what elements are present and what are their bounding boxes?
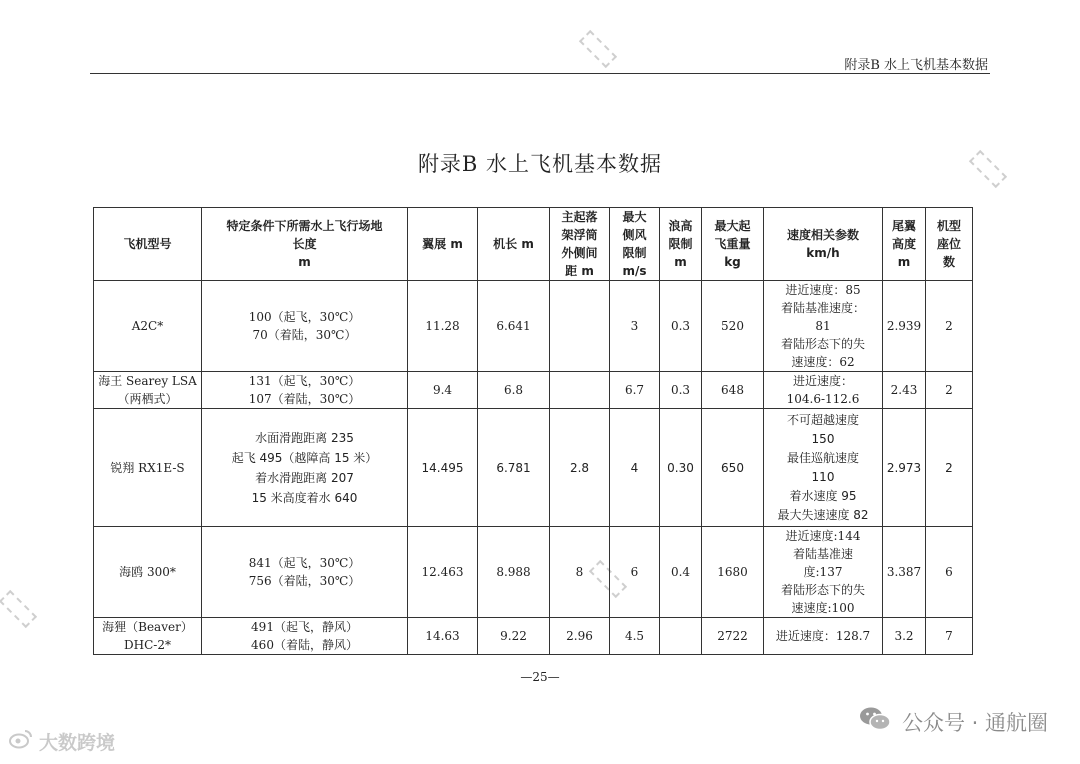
cell-mtow: 520 [702,281,764,372]
cell-wingspan: 14.495 [408,409,478,527]
cell-speed: 不可超越速度 150 最佳巡航速度 110 着水速度 95 最大失速速度 82 [764,409,883,527]
aircraft-data-table [93,207,973,655]
table-row [94,618,973,655]
cell-speed: 进近速度：85 着陆基准速度： 81 着陆形态下的失 速速度：62 [764,281,883,372]
cell-seats: 2 [926,409,973,527]
cell-crosswind: 3 [610,281,660,372]
table-row [94,527,973,618]
cell-tail-height: 2.939 [883,281,926,372]
watermark-right-text: 公众号 · 通航圈 [901,710,1048,735]
cell-seats: 7 [926,618,973,655]
cell-wave-height [660,618,702,655]
wechat-icon [858,705,892,738]
cell-model: 海王 Searey LSA （两栖式） [94,372,202,409]
cell-field-length: 水面滑跑距离 235 起飞 495（越障高 15 米） 着水滑跑距离 207 15 米高度着水 640 [202,409,408,527]
cell-speed: 进近速度:144 着陆基准速 度:137 着陆形态下的失 速速度:100 [764,527,883,618]
watermark-left [8,728,115,755]
column-header: 机型 座位 数 [926,208,973,281]
cell-wingspan: 11.28 [408,281,478,372]
cell-tail-height: 2.43 [883,372,926,409]
running-head: 附录B 水上飞机基本数据 [844,58,988,73]
cell-length: 6.8 [478,372,550,409]
cell-tail-height: 3.2 [883,618,926,655]
column-header: 主起落 架浮筒 外侧间 距 m [550,208,610,281]
cell-field-length: 491（起飞，静风） 460（着陆，静风） [202,618,408,655]
column-header: 翼展 m [408,208,478,281]
cell-wave-height: 0.30 [660,409,702,527]
column-header: 速度相关参数 km/h [764,208,883,281]
column-header: 浪高 限制 m [660,208,702,281]
cell-float-spacing: 8 [550,527,610,618]
cell-field-length: 100（起飞，30℃） 70（着陆，30℃） [202,281,408,372]
column-header: 尾翼 高度 m [883,208,926,281]
page-title: 附录B 水上飞机基本数据 [417,152,663,176]
cell-crosswind: 4.5 [610,618,660,655]
column-header: 最大 侧风 限制 m/s [610,208,660,281]
page-number: —25— [520,670,560,684]
header-rule [90,73,990,74]
cell-float-spacing [550,281,610,372]
cell-wave-height: 0.3 [660,372,702,409]
cell-seats: 2 [926,281,973,372]
cell-field-length: 841（起飞，30℃） 756（着陆，30℃） [202,527,408,618]
table-row [94,281,973,372]
cell-speed: 进近速度：128.7 [764,618,883,655]
cell-mtow: 648 [702,372,764,409]
cell-crosswind: 6 [610,527,660,618]
cell-wingspan: 9.4 [408,372,478,409]
cell-wave-height: 0.4 [660,527,702,618]
weibo-icon [8,728,34,755]
cell-length: 8.988 [478,527,550,618]
table-header-row [94,208,973,281]
cell-mtow: 650 [702,409,764,527]
watermark-stamp: ​ [969,150,1007,188]
cell-wingspan: 12.463 [408,527,478,618]
watermark-right [858,705,1048,738]
column-header: 飞机型号 [94,208,202,281]
cell-speed: 进近速度： 104.6-112.6 [764,372,883,409]
watermark-stamp: ​ [0,590,37,628]
cell-wingspan: 14.63 [408,618,478,655]
cell-float-spacing [550,372,610,409]
cell-seats: 6 [926,527,973,618]
cell-tail-height: 2.973 [883,409,926,527]
cell-float-spacing: 2.8 [550,409,610,527]
table-row [94,409,973,527]
cell-tail-height: 3.387 [883,527,926,618]
cell-field-length: 131（起飞，30℃） 107（着陆，30℃） [202,372,408,409]
cell-mtow: 1680 [702,527,764,618]
watermark-left-text: 大数跨境 [39,732,116,754]
cell-length: 6.641 [478,281,550,372]
table-row [94,372,973,409]
cell-crosswind: 6.7 [610,372,660,409]
cell-seats: 2 [926,372,973,409]
cell-crosswind: 4 [610,409,660,527]
cell-mtow: 2722 [702,618,764,655]
watermark-stamp: ​ [589,560,627,598]
cell-model: 锐翔 RX1E-S [94,409,202,527]
cell-float-spacing: 2.96 [550,618,610,655]
cell-wave-height: 0.3 [660,281,702,372]
cell-length: 9.22 [478,618,550,655]
column-header: 机长 m [478,208,550,281]
column-header: 特定条件下所需水上飞行场地 长度 m [202,208,408,281]
cell-model: 海狸（Beaver） DHC-2* [94,618,202,655]
cell-model: A2C* [94,281,202,372]
cell-length: 6.781 [478,409,550,527]
column-header: 最大起 飞重量 kg [702,208,764,281]
cell-model: 海鸥 300* [94,527,202,618]
watermark-stamp: ​ [579,30,617,68]
